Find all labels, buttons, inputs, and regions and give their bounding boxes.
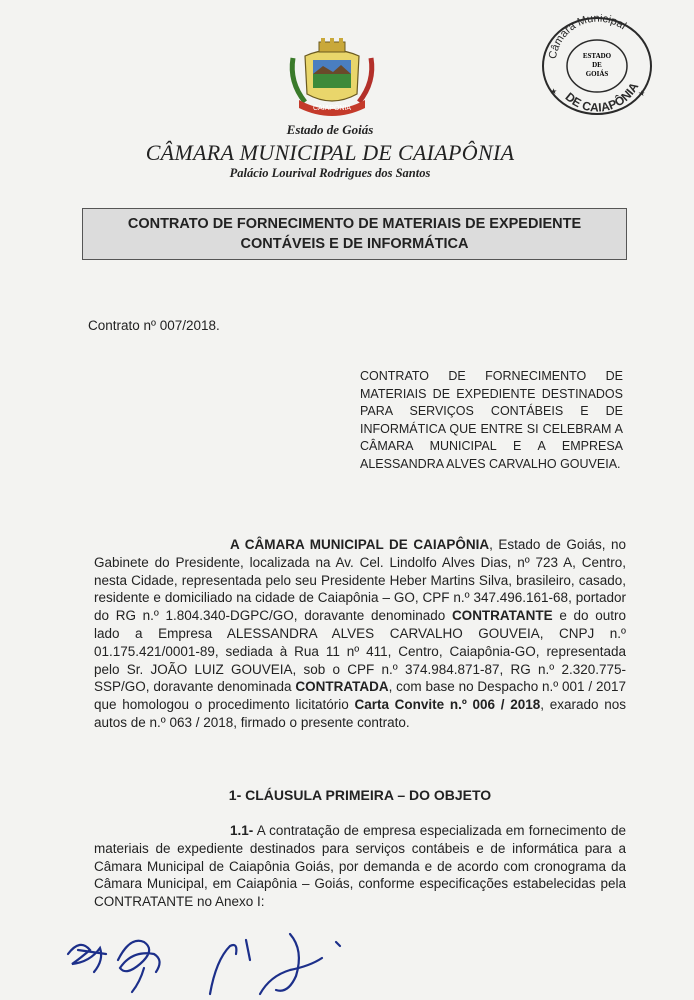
parties-text-3: , com base no Despacho n.º 001 / 2017 que homologou o procedimento licitatório bbox=[94, 679, 626, 713]
signatures bbox=[60, 920, 360, 1000]
official-stamp bbox=[538, 14, 656, 118]
parties-text-2: e do outro lado a Empresa ALESSANDRA ALVES CARVALHO GOUVEIA, CNPJ n.º 01.175.421/0001-89, sediada à Rua 11 nº 411, Centro, Caiapônia-GO, representada pelo Sr. JOÃO LUIZ GOUVEIA, sob o CPF n.º 374.984.871-87, RG n.º 2.320.775-SSP/GO, doravante denominada bbox=[94, 608, 627, 695]
svg-text:★: ★ bbox=[638, 89, 646, 98]
clause-one-paragraph bbox=[94, 822, 626, 911]
stamp-center-line2: DE bbox=[592, 61, 602, 69]
stamp-center-line3: GOIÁS bbox=[585, 70, 609, 78]
signature-1-icon bbox=[68, 941, 160, 992]
municipal-crest-icon bbox=[283, 38, 381, 118]
parties-text-4: , exarado nos autos de n.º 063 / 2018, firmado o presente contrato. bbox=[94, 697, 626, 730]
crest-label: CAIAPÔNIA bbox=[312, 105, 352, 112]
contract-title-line1: CONTRATO DE FORNECIMENTO DE MATERIAIS DE EXPEDIENTE bbox=[127, 216, 582, 232]
clause-text-1: A contratação de empresa especializada em fornecimento de materiais de expediente destinados para serviços contábeis e de informática para a Câmara Municipal de Caiapônia Goiás, por demanda e de acordo com cronograma da Câmara Municipal, em Caiapônia – Goiás, conforme especificações estabelecidas pela bbox=[94, 823, 626, 892]
chamber-name-lead: A CÂMARA MUNICIPAL DE CAIAPÔNIA bbox=[230, 537, 490, 552]
contract-title-line2: CONTÁVEIS E DE INFORMÁTICA bbox=[240, 236, 469, 252]
parties-paragraph bbox=[94, 536, 626, 732]
contract-summary: CONTRATO DE FORNECIMENTO DE MATERIAIS DE EXPEDIENTE DESTINADOS PARA SERVIÇOS CONTÁBEIS E DE INFORMÁTICA QUE ENTRE SI CELEBRAM A CÂMARA MUNICIPAL E A EMPRESA ALESSANDRA ALVES CARVALHO GOUVEIA. bbox=[360, 369, 623, 471]
palace-subtitle: Palácio Lourival Rodrigues dos Santos bbox=[229, 166, 431, 180]
contratante-term: CONTRATANTE bbox=[451, 608, 553, 624]
clause-item-number: 1.1- bbox=[230, 823, 254, 838]
parties-text-1: , Estado de Goiás, no Gabinete do Presidente, localizada na Av. Cel. Lindolfo Alves Dias, nº 723 A, Centro, nesta Cidade, representada pelo seu Presidente Heber Martins Silva, brasileiro, casado, residente e domiciliado na cidade de Caiapônia – GO, CPF n.º 347.496.161-68, portador do RG n.º 1.804.340-DGPC/GO, doravante denominado bbox=[94, 537, 626, 624]
chamber-title: CÂMARA MUNICIPAL DE CAIAPÔNIA bbox=[145, 140, 515, 165]
contract-title-box bbox=[82, 208, 627, 260]
signature-2-icon bbox=[210, 934, 340, 994]
stamp-bottom-text: DE CAIAPÔNIA bbox=[562, 80, 642, 115]
clause-one-heading: 1- CLÁUSULA PRIMEIRA – DO OBJETO bbox=[228, 787, 492, 803]
carta-convite-ref: Carta Convite n.º 006 / 2018 bbox=[354, 697, 541, 713]
stamp-center-line1: ESTADO bbox=[582, 52, 612, 60]
state-line: Estado de Goiás bbox=[286, 122, 374, 137]
contract-number: Contrato nº 007/2018. bbox=[88, 318, 220, 333]
clause-text-2: no Anexo I: bbox=[193, 894, 265, 910]
stamp-top-text: Câmara Municipal bbox=[546, 14, 629, 60]
contratante-term: CONTRATANTE bbox=[94, 894, 194, 910]
svg-text:★: ★ bbox=[550, 87, 558, 96]
contratada-term: CONTRATADA bbox=[295, 679, 389, 695]
